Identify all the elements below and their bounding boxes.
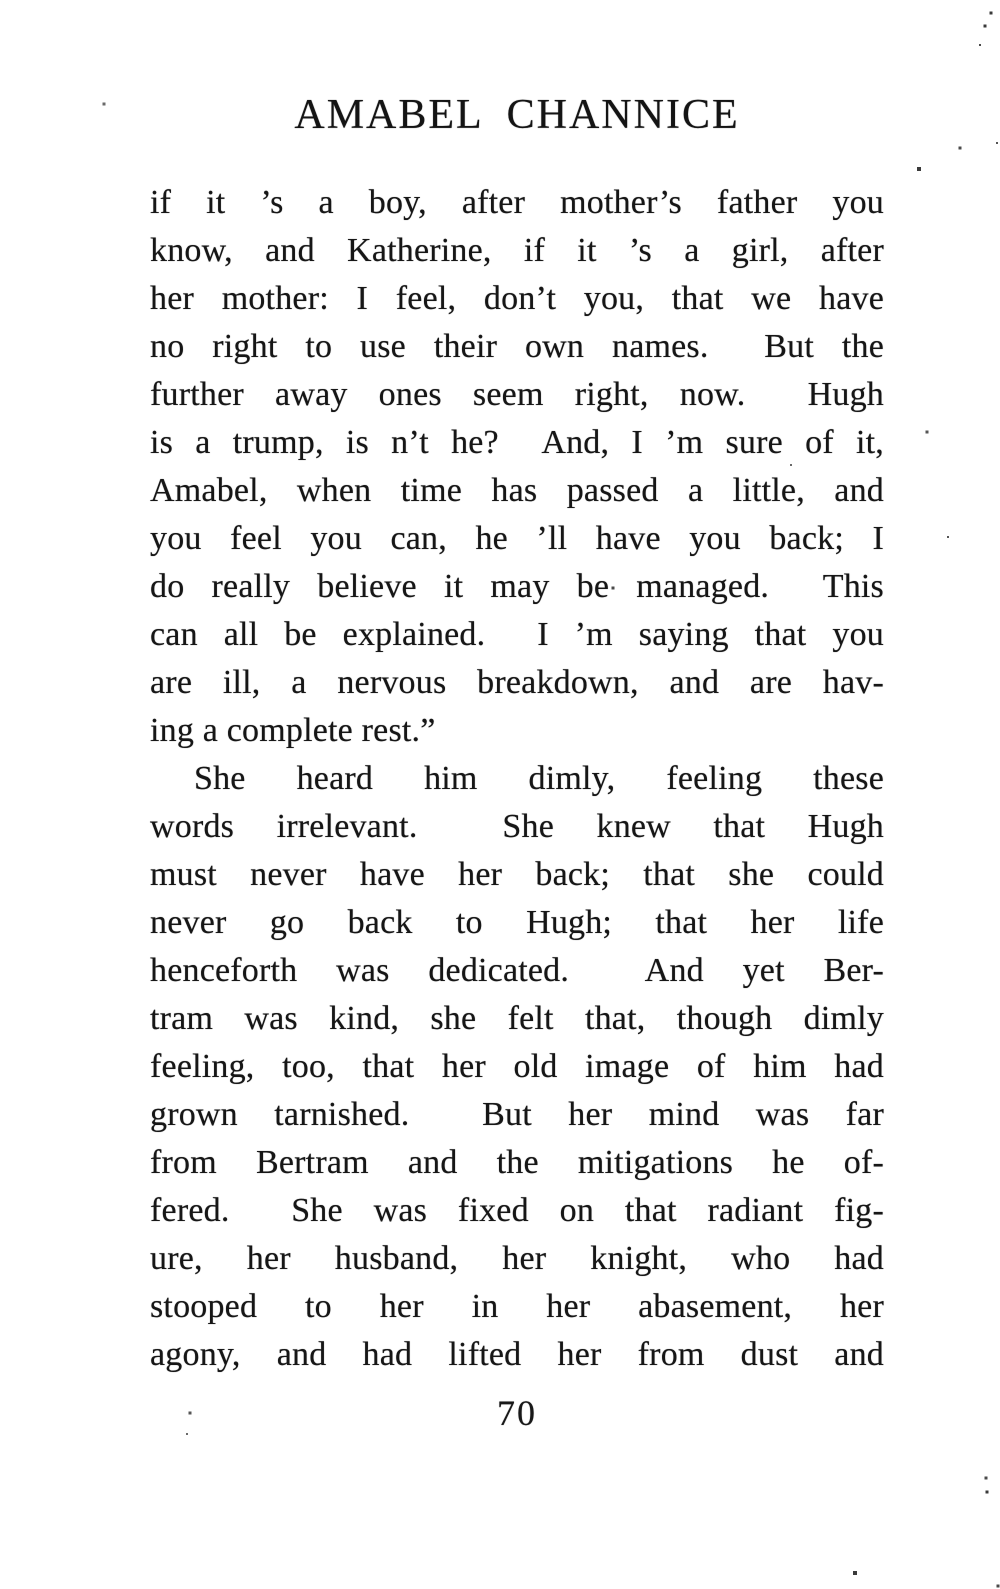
text-line: grown tarnished. But her mind was far — [150, 1096, 884, 1133]
page-body-text — [150, 179, 884, 1379]
text-line: you feel you can, he ’ll have you back; I — [150, 520, 884, 557]
text-line: tram was kind, she felt that, though dimly — [150, 1000, 884, 1037]
text-line: if it ’s a boy, after mother’s father you — [150, 184, 884, 221]
running-header-title: AMABEL CHANNICE — [294, 92, 740, 138]
text-line: never go back to Hugh; that her life — [150, 904, 884, 941]
text-line: feeling, too, that her old image of him had — [150, 1048, 884, 1085]
text-line-paragraph-end: ing a complete rest.” — [150, 712, 436, 749]
text-line: her mother: I feel, don’t you, that we have — [150, 280, 884, 317]
page-number: 70 — [497, 1393, 537, 1433]
text-line: Amabel, when time has passed a little, and — [150, 472, 884, 509]
text-line: know, and Katherine, if it ’s a girl, after — [150, 232, 884, 269]
text-line: from Bertram and the mitigations he of- — [150, 1144, 884, 1181]
text-line: are ill, a nervous breakdown, and are hav- — [150, 664, 884, 701]
text-line: do really believe it may be managed. This — [150, 568, 884, 605]
scan-dust-specks — [0, 0, 2, 2]
text-line: must never have her back; that she could — [150, 856, 884, 893]
text-line: ure, her husband, her knight, who had — [150, 1240, 884, 1277]
text-line: can all be explained. I ’m saying that you — [150, 616, 884, 653]
text-line: no right to use their own names. But the — [150, 328, 884, 365]
text-line-paragraph-start: She heard him dimly, feeling these — [194, 760, 884, 797]
text-line: fered. She was fixed on that radiant fig- — [150, 1192, 884, 1229]
text-line: henceforth was dedicated. And yet Ber- — [150, 952, 884, 989]
text-line: agony, and had lifted her from dust and — [150, 1336, 884, 1373]
text-line: words irrelevant. She knew that Hugh — [150, 808, 884, 845]
text-line: is a trump, is n’t he? And, I ’m sure of it, — [150, 424, 884, 461]
text-line: stooped to her in her abasement, her — [150, 1288, 884, 1325]
text-line: further away ones seem right, now. Hugh — [150, 376, 884, 413]
